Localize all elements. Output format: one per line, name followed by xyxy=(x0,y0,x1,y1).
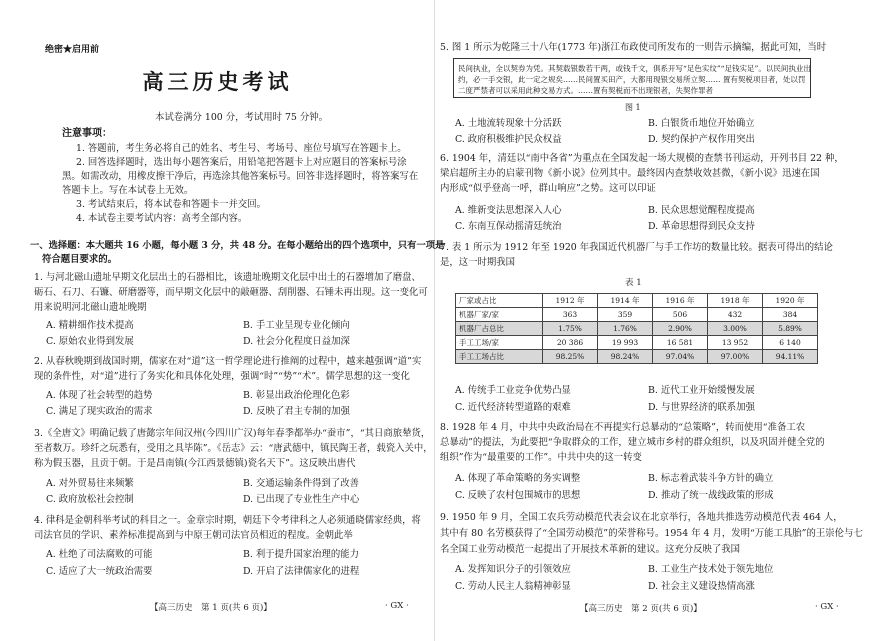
table-header-cell: 1914 年 xyxy=(598,294,653,308)
table-cell: 机器厂占总比 xyxy=(456,322,543,336)
question-1-text: 1. 与河北磁山遗址早期文化层出土的石器相比，该遗址晚期文化层中出土的石器增加了磨盘、 xyxy=(34,272,421,283)
question-2-text: 现的条件性，对“道”进行了务实化和具体化处理，强调“时”“势”“术”。儒学思想的这一变化 xyxy=(34,371,410,382)
notice-line: 答题卡上。写在本试卷上无效。 xyxy=(62,185,194,196)
option-c[interactable]: C. 满足了现实政治的需求 xyxy=(46,406,153,417)
figure-caption: 图 1 xyxy=(625,103,641,112)
question-7-text: 是，这一时期我国 xyxy=(440,257,516,268)
option-a[interactable]: A. 土地流转现象十分活跃 xyxy=(455,118,562,129)
question-8-text: 总暴动”的提法，为此要把“争取群众的工作，建立城市乡村的群众组织，以及巩固并健全党的 xyxy=(440,437,825,448)
option-d[interactable]: D. 社会主义建设热情高涨 xyxy=(648,581,755,592)
option-a[interactable]: A. 体现了社会转型的趋势 xyxy=(46,390,153,401)
notice-line: 3. 考试结束后，将本试卷和答题卡一并交回。 xyxy=(76,199,267,210)
question-3-text: 称为假玉器，且贡于朝。于是昌南镇(今江西景德镇)瓷名天下”。这反映出唐代 xyxy=(34,458,356,469)
option-d[interactable]: D. 社会分化程度日益加深 xyxy=(243,336,350,347)
question-1-text: 砺石、石刀、石镰、研磨器等，而早期文化层中的敲砸器、刮削器、石锤未再出现。这一变化可 xyxy=(34,287,428,298)
option-c[interactable]: C. 适应了大一统政治需要 xyxy=(46,566,153,577)
option-d[interactable]: D. 革命思想得到民众支持 xyxy=(648,221,755,232)
confidential-mark: 绝密★启用前 xyxy=(45,45,100,55)
table-cell: 98.25% xyxy=(543,350,598,364)
notice-text: 二度严禁者可以采用此种交易方式。……置有契税而不出现银者，失契作罪者 xyxy=(458,86,713,95)
figure-1-notice xyxy=(453,58,811,98)
score-note: 本试卷满分 100 分，考试用时 75 分钟。 xyxy=(155,112,328,123)
question-4-text: 司法官员的学识、素养标准提高到与中原王朝司法官员相近的程度。金朝此举 xyxy=(34,530,353,541)
exam-title: 高三历史考试 xyxy=(142,69,293,94)
option-b[interactable]: B. 利于提升国家治理的能力 xyxy=(243,549,359,560)
table-row xyxy=(456,308,818,322)
table-cell: 94.11% xyxy=(763,350,818,364)
question-9-text: 其中有 80 名劳模获得了“全国劳动模范”的荣誉称号。1954 年 4 月，发明“万能工具胎”的王崇伦与七 xyxy=(440,528,863,539)
option-c[interactable]: C. 反映了农村包围城市的思想 xyxy=(455,490,581,501)
table-cell: 506 xyxy=(653,308,708,322)
table-cell: 1.76% xyxy=(598,322,653,336)
option-a[interactable]: A. 杜绝了司法腐败的可能 xyxy=(46,549,153,560)
table-header-cell: 1918 年 xyxy=(708,294,763,308)
table-cell: 3.00% xyxy=(708,322,763,336)
question-5-text: 5. 图 1 所示为乾隆三十八年(1773 年)浙江布政使司所发布的一则告示摘编，据此可知，当时 xyxy=(440,42,827,53)
option-c[interactable]: C. 劳动人民主人翁精神彰显 xyxy=(455,581,571,592)
page-footer: 【高三历史 第 2 页(共 6 页)】 xyxy=(580,604,702,614)
option-d[interactable]: D. 与世界经济的联系加强 xyxy=(648,402,755,413)
notice-line: 4. 本试卷主要考试内容：高考全部内容。 xyxy=(76,213,248,224)
table-header-cell: 厂家或占比 xyxy=(456,294,543,308)
notice-heading: 注意事项： xyxy=(62,128,112,139)
notice-line: 黑。如需改动，用橡皮擦干净后，再选涂其他答案标号。回答非选择题时，将答案写在 xyxy=(62,171,419,182)
table-cell: 手工工场/家 xyxy=(456,336,543,350)
table-header-row xyxy=(456,294,818,308)
question-9-text: 9. 1950 年 9 月，全国工农兵劳动模范代表会议在北京举行，各地共推选劳动模范代表 464 人， xyxy=(440,512,843,523)
section-heading: 一、选择题：本大题共 16 小题，每小题 3 分，共 48 分。在每小题给出的四个选项中，只有一项是 xyxy=(30,240,445,251)
option-c[interactable]: C. 近代经济转型道路的艰难 xyxy=(455,402,571,413)
question-6-text: 内形成“似乎登高一呼，群山响应”之势。这可以印证 xyxy=(440,183,656,194)
table-cell: 机器厂家/家 xyxy=(456,308,543,322)
table-1 xyxy=(455,293,818,364)
option-c[interactable]: C. 东南互保动摇清廷统治 xyxy=(455,221,562,232)
table-cell: 98.24% xyxy=(598,350,653,364)
question-6-text: 6. 1904 年，清廷以“南中各省”为重点在全国发起一场大规模的查禁书刊运动，开列书目 22 种， xyxy=(440,153,844,164)
table-cell: 20 386 xyxy=(543,336,598,350)
notice-text: 民间执业，全以契券为凭。其契载银数若干两，或钱千文，俱系开写“足色实纹”“足钱实足”。以民间执业出 xyxy=(458,64,811,73)
table-cell: 6 140 xyxy=(763,336,818,350)
table-header-cell: 1912 年 xyxy=(543,294,598,308)
table-cell: 363 xyxy=(543,308,598,322)
notice-text: 约，必一手交银，此一定之规矣……民间置买田产，大都用现银交易所立契…… 置有契税项目者，处以罚 xyxy=(458,75,806,84)
question-2-text: 2. 从春秋晚期到战国时期，儒家在对“道”这一哲学理论进行推阐的过程中，越来越强调“道”实 xyxy=(34,356,422,367)
option-c[interactable]: C. 政府积极维护民众权益 xyxy=(455,134,562,145)
question-7-text: 7. 表 1 所示为 1912 年至 1920 年我国近代机器厂与手工作坊的数量比较。据表可得出的结论 xyxy=(440,242,833,253)
table-header-cell: 1916 年 xyxy=(653,294,708,308)
option-c[interactable]: C. 政府放松社会控制 xyxy=(46,494,134,505)
option-d[interactable]: D. 开启了法律儒家化的进程 xyxy=(243,566,360,577)
table-cell: 2.90% xyxy=(653,322,708,336)
page-code: · GX · xyxy=(815,602,839,612)
option-b[interactable]: B. 近代工业开始缓慢发展 xyxy=(648,385,755,396)
option-d[interactable]: D. 已出现了专业性生产中心 xyxy=(243,494,360,505)
option-a[interactable]: A. 体现了革命策略的务实调整 xyxy=(455,473,581,484)
option-a[interactable]: A. 发挥知识分子的引领效应 xyxy=(455,564,571,575)
question-4-text: 4. 律科是金朝科举考试的科目之一。金章宗时期，朝廷下令考律科之人必须通晓儒家经典，将 xyxy=(34,515,421,526)
table-row xyxy=(456,350,818,364)
question-8-text: 组织”作为“最重要的工作”。中共中央的这一转变 xyxy=(440,452,642,463)
table-cell: 1.75% xyxy=(543,322,598,336)
table-cell: 13 952 xyxy=(708,336,763,350)
table-caption: 表 1 xyxy=(625,278,642,288)
option-a[interactable]: A. 传统手工业竞争优势凸显 xyxy=(455,385,571,396)
page-code: · GX · xyxy=(385,601,409,611)
table-cell: 手工工场占比 xyxy=(456,350,543,364)
option-a[interactable]: A. 对外贸易往来频繁 xyxy=(46,478,134,489)
table-header-cell: 1920 年 xyxy=(763,294,818,308)
table-cell: 384 xyxy=(763,308,818,322)
question-3-text: 3.《全唐文》明确记载了唐懿宗年间汉州(今四川广汉)每年春季都举办“蚕市”，“其日商旅辇货， xyxy=(34,428,431,439)
option-b[interactable]: B. 工业生产技术处于领先地位 xyxy=(648,564,774,575)
notice-line: 2. 回答选择题时，选出每小题答案后，用铅笔把答题卡上对应题目的答案标号涂 xyxy=(76,157,407,168)
table-cell: 97.00% xyxy=(708,350,763,364)
option-b[interactable]: B. 手工业呈现专业化倾向 xyxy=(243,320,350,331)
table-row xyxy=(456,322,818,336)
option-a[interactable]: A. 精耕细作技术提高 xyxy=(46,320,134,331)
table-row xyxy=(456,336,818,350)
section-heading: 符合题目要求的。 xyxy=(42,254,118,265)
question-8-text: 8. 1928 年 4 月，中共中央政治局在不再提实行总暴动的“总策略”，转而使用“准备工农 xyxy=(440,422,806,433)
table-cell: 359 xyxy=(598,308,653,322)
option-d[interactable]: D. 推动了统一战线政策的形成 xyxy=(648,490,774,501)
question-1-text: 用来说明河北磁山遗址晚期 xyxy=(34,302,147,313)
option-b[interactable]: B. 彰显出政治伦理化色彩 xyxy=(243,390,350,401)
option-c[interactable]: C. 原始农业得到发展 xyxy=(46,336,134,347)
option-d[interactable]: D. 反映了君主专制的加强 xyxy=(243,406,350,417)
option-b[interactable]: B. 民众思想觉醒程度提高 xyxy=(648,205,755,216)
table-cell: 5.89% xyxy=(763,322,818,336)
question-9-text: 名全国工业劳动模范一起提出了开展技术革新的建议。这充分反映了我国 xyxy=(440,544,741,555)
option-b[interactable]: B. 交通运输条件得到了改善 xyxy=(243,478,359,489)
question-3-text: 至者数万。珍纤之玩悉有，受用之具毕陈”。《岳志》云：“唐武德中，镇民陶王者，载瓷入关中， xyxy=(34,443,433,454)
table-cell: 16 581 xyxy=(653,336,708,350)
option-b[interactable]: B. 白银货币地位开始确立 xyxy=(648,118,755,129)
notice-line: 1. 答题前，考生务必将自己的姓名、考生号、考场号、座位号填写在答题卡上。 xyxy=(76,143,407,154)
question-6-text: 梁启超所主办的启蒙刊物《新小说》位列其中。最终因内查禁收效甚微，《新小说》迅速在国 xyxy=(440,168,820,179)
option-d[interactable]: D. 契约保护产权作用突出 xyxy=(648,134,755,145)
table-cell: 432 xyxy=(708,308,763,322)
table-cell: 19 993 xyxy=(598,336,653,350)
option-a[interactable]: A. 维新变法思想深入人心 xyxy=(455,205,562,216)
table-cell: 97.04% xyxy=(653,350,708,364)
page-footer: 【高三历史 第 1 页(共 6 页)】 xyxy=(150,603,272,613)
option-b[interactable]: B. 标志着武装斗争方针的确立 xyxy=(648,473,774,484)
